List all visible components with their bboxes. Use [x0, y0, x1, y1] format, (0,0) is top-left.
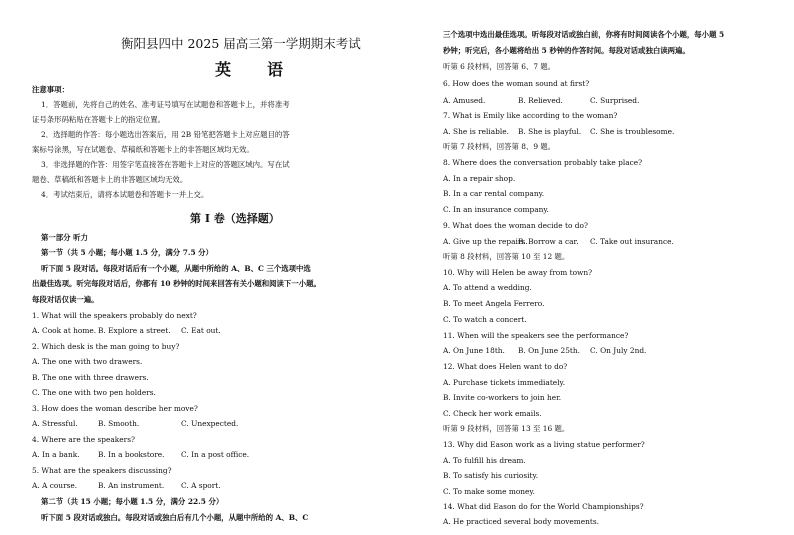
- option-a: A. In a bank.: [32, 450, 80, 459]
- question-3: 3. How does the woman describe her move?: [32, 404, 198, 413]
- option-b: B. The one with three drawers.: [32, 373, 149, 382]
- question-1: 1. What will the speakers probably do next?: [32, 311, 197, 320]
- question-14: 14. What did Eason do for the World Championships?: [443, 502, 644, 511]
- option-b: B. To meet Angela Ferrero.: [443, 299, 545, 308]
- question-8: 8. Where does the conversation probably take place?: [443, 158, 643, 167]
- option-b: B. In a bookstore.: [98, 450, 165, 459]
- notice-heading: 注意事项：: [32, 85, 69, 94]
- option-b: B. On June 25th.: [518, 346, 580, 355]
- option-c: C. To watch a concert.: [443, 315, 527, 324]
- section2-instruction-cont: 秒钟；听完后，各小题将给出 5 秒钟的作答时间。每段对话或独白读两遍。: [443, 46, 690, 55]
- option-a: A. Give up the repairs.: [443, 237, 528, 246]
- volume-heading: 第 I 卷（选择题）: [190, 212, 280, 225]
- option-b: B. Invite co-workers to join her.: [443, 393, 562, 402]
- section2-heading: 第二节（共 15 小题；每小题 1.5 分，满分 22.5 分）: [41, 497, 224, 506]
- option-c: C. To make some money.: [443, 487, 535, 496]
- option-c: C. Take out insurance.: [590, 237, 674, 246]
- notice-line: 4．考试结束后，请将本试题卷和答题卡一并上交。: [41, 190, 209, 199]
- option-a: A. She is reliable.: [443, 127, 509, 136]
- question-6: 6. How does the woman sound at first?: [443, 79, 590, 88]
- option-a: A. Cook at home.: [32, 326, 97, 335]
- option-a: A. The one with two drawers.: [32, 357, 143, 366]
- section2-instruction: 听下面 5 段对话或独白。每段对话或独白后有几个小题，从题中所给的 A、B、C: [41, 513, 309, 522]
- question-10: 10. Why will Helen be away from town?: [443, 268, 593, 277]
- section1-instruction: 出最佳选项。听完每段对话后，你都有 10 秒钟的时间来回答有关小题和阅读下一小题。: [32, 279, 321, 288]
- option-a: A. In a repair shop.: [443, 174, 516, 183]
- question-13: 13. Why did Eason work as a living statue performer?: [443, 440, 645, 449]
- question-9: 9. What does the woman decide to do?: [443, 221, 588, 230]
- option-b: B. Relieved.: [518, 96, 563, 105]
- option-a: A. To attend a wedding.: [443, 283, 532, 292]
- option-a: A. A course.: [32, 481, 78, 490]
- option-c: C. Surprised.: [590, 96, 640, 105]
- option-a: A. Purchase tickets immediately.: [443, 378, 566, 387]
- option-b: B. Smooth.: [98, 419, 140, 428]
- option-a: A. Amused.: [443, 96, 486, 105]
- option-c: C. A sport.: [181, 481, 221, 490]
- section1-heading: 第一节（共 5 小题；每小题 1.5 分，满分 7.5 分）: [41, 248, 213, 257]
- question-11: 11. When will the speakers see the performance?: [443, 331, 629, 340]
- option-b: B. Borrow a car.: [518, 237, 579, 246]
- option-c: C. In a post office.: [181, 450, 250, 459]
- option-a: A. Stressful.: [32, 419, 78, 428]
- notice-line: 案标号涂黑，写在试题卷、草稿纸和答题卡上的非答题区域均无效。: [32, 145, 254, 154]
- right-column: [443, 0, 794, 535]
- exam-title: 衡阳县四中 2025 届高三第一学期期末考试: [121, 36, 361, 51]
- option-a: A. On June 18th.: [443, 346, 505, 355]
- question-2: 2. Which desk is the man going to buy?: [32, 342, 180, 351]
- option-b: B. An instrument.: [98, 481, 165, 490]
- option-a: A. He practiced several body movements.: [443, 517, 600, 526]
- option-a: A. To fulfill his dream.: [443, 456, 526, 465]
- material-heading-9: 听第 9 段材料，回答第 13 至 16 题。: [443, 424, 570, 433]
- question-5: 5. What are the speakers discussing?: [32, 466, 172, 475]
- part-heading: 第一部分 听力: [41, 233, 88, 242]
- subject-title: 英 语: [215, 60, 294, 79]
- material-heading-8: 听第 8 段材料，回答第 10 至 12 题。: [443, 252, 570, 261]
- question-4: 4. Where are the speakers?: [32, 435, 135, 444]
- notice-line: 2．选择题的作答：每小题选出答案后，用 2B 铅笔把答题卡上对应题目的答: [41, 130, 290, 139]
- option-c: C. She is troublesome.: [590, 127, 675, 136]
- option-b: B. Explore a street.: [98, 326, 171, 335]
- notice-line: 3．非选择题的作答：用签字笔直接答在答题卡上对应的答题区域内。写在试: [41, 160, 290, 169]
- option-c: C. On July 2nd.: [590, 346, 647, 355]
- notice-line: 题卷、草稿纸和答题卡上的非答题区域均无效。: [32, 175, 188, 184]
- material-heading-7: 听第 7 段材料，回答第 8、9 题。: [443, 142, 556, 151]
- option-c: C. In an insurance company.: [443, 205, 549, 214]
- material-heading-6: 听第 6 段材料，回答第 6、7 题。: [443, 62, 556, 71]
- section1-instruction: 听下面 5 段对话。每段对话后有一个小题，从题中所给的 A、B、C 三个选项中选: [41, 264, 311, 273]
- option-c: C. Eat out.: [181, 326, 221, 335]
- option-c: C. Unexpected.: [181, 419, 239, 428]
- section1-instruction: 每段对话仅读一遍。: [32, 295, 99, 304]
- question-7: 7. What is Emily like according to the woman?: [443, 111, 618, 120]
- notice-line: 证号条形码粘贴在答题卡上的指定位置。: [32, 115, 166, 124]
- question-12: 12. What does Helen want to do?: [443, 362, 568, 371]
- notice-line: 1．答题前，先将自己的姓名、准考证号填写在试题卷和答题卡上，并将准考: [41, 100, 290, 109]
- option-b: B. In a car rental company.: [443, 189, 545, 198]
- option-c: C. Check her work emails.: [443, 409, 542, 418]
- option-c: C. The one with two pen holders.: [32, 388, 156, 397]
- left-column: [32, 0, 404, 535]
- option-b: B. To satisfy his curiosity.: [443, 471, 539, 480]
- option-b: B. She is playful.: [518, 127, 582, 136]
- section2-instruction-cont: 三个选项中选出最佳选项。听每段对话或独白前，你将有时间阅读各个小题，每小题 5: [443, 30, 725, 39]
